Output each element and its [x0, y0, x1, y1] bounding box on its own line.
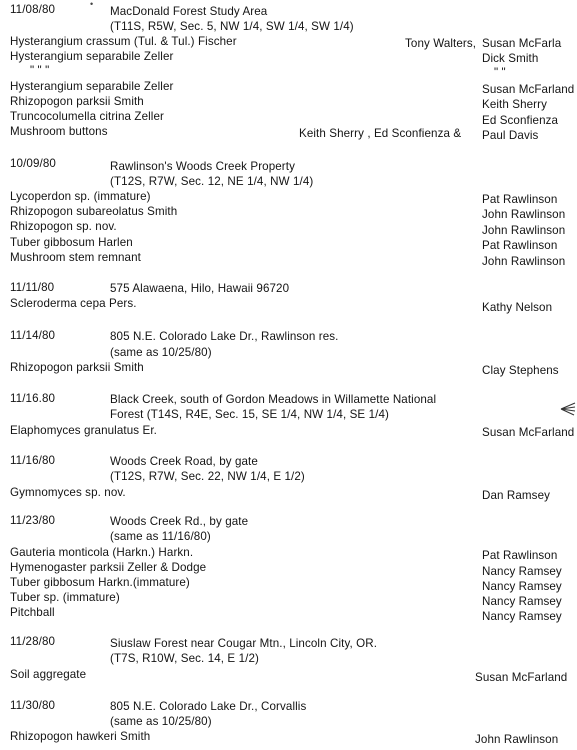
specimen-collector: Pat Rawlinson: [482, 549, 558, 562]
entry-location-line: 805 N.E. Colorado Lake Dr., Corvallis: [110, 700, 307, 713]
entry-location-line: Siuslaw Forest near Cougar Mtn., Lincoln City, OR.: [110, 637, 378, 650]
specimen-collector: Pat Rawlinson: [482, 239, 558, 252]
specimen-collector: Susan McFarland: [482, 83, 575, 96]
entry-location-line: (T12S, R7W, Sec. 12, NE 1/4, NW 1/4): [110, 175, 314, 188]
specimen-collector: Nancy Ramsey: [482, 580, 562, 593]
ditto-marks: " " ": [30, 64, 50, 77]
entry-location-line: 805 N.E. Colorado Lake Dr., Rawlinson res.: [110, 330, 339, 343]
entry-location-line: 575 Alawaena, Hilo, Hawaii 96720: [110, 282, 290, 295]
specimen-name: Rhizopogon subareolatus Smith: [10, 205, 178, 218]
specimen-name: Mushroom buttons: [10, 125, 108, 138]
entry-location-line: (same as 10/25/80): [110, 715, 212, 728]
specimen-collector-extra: Keith Sherry , Ed Sconfienza &: [299, 127, 462, 140]
specimen-name: Rhizopogon parksii Smith: [10, 361, 144, 374]
specimen-name: Elaphomyces granulatus Er.: [10, 424, 157, 437]
specimen-name: Gauteria monticola (Harkn.) Harkn.: [10, 546, 194, 559]
entry-location-line: Rawlinson's Woods Creek Property: [110, 160, 295, 173]
specimen-collector: Paul Davis: [482, 129, 539, 142]
entry-date: 11/23/80: [10, 514, 56, 527]
specimen-collector: John Rawlinson: [482, 208, 566, 221]
specimen-name: Tuber sp. (immature): [10, 591, 120, 604]
specimen-name: Hysterangium crassum (Tul. & Tul.) Fischer: [10, 35, 237, 48]
entry-location-line: Forest (T14S, R4E, Sec. 15, SE 1/4, NW 1/4, SE 1/4): [110, 408, 389, 421]
specimen-name: Tuber gibbosum Harlen: [10, 236, 133, 249]
entry-location-line: Woods Creek Rd., by gate: [110, 515, 249, 528]
specimen-collector: Dan Ramsey: [482, 489, 551, 502]
specimen-collector: Nancy Ramsey: [482, 595, 562, 608]
entry-date: 10/09/80: [10, 157, 56, 170]
specimen-collector: Dick Smith: [482, 52, 539, 65]
specimen-collector: Susan McFarland: [482, 426, 575, 439]
specimen-name: Truncocolumella citrina Zeller: [10, 110, 164, 123]
entry-location-line: MacDonald Forest Study Area: [110, 5, 268, 18]
entry-location-line: (same as 11/16/80): [110, 530, 211, 543]
entry-location-line: Woods Creek Road, by gate: [110, 455, 258, 468]
entry-date: 11/11/80: [10, 281, 55, 294]
specimen-name: Rhizopogon hawkeri Smith: [10, 730, 151, 743]
specimen-name: Lycoperdon sp. (immature): [10, 190, 151, 203]
entry-date: 11/16.80: [10, 392, 56, 405]
entry-location-line: Black Creek, south of Gordon Meadows in Willamette National: [110, 393, 437, 406]
entry-date: 11/16/80: [10, 454, 56, 467]
specimen-name: Hymenogaster parksii Zeller & Dodge: [10, 561, 207, 574]
specimen-name: Hysterangium separabile Zeller: [10, 80, 174, 93]
specimen-name: Scleroderma cepa Pers.: [10, 297, 137, 310]
entry-date: 11/08/80: [10, 3, 56, 16]
specimen-name: Gymnomyces sp. nov.: [10, 486, 126, 499]
specimen-name: Mushroom stem remnant: [10, 251, 141, 264]
specimen-collector: Susan McFarland: [475, 671, 568, 684]
specimen-name: Rhizopogon sp. nov.: [10, 220, 117, 233]
specimen-collector: Nancy Ramsey: [482, 610, 562, 623]
specimen-name: Hysterangium separabile Zeller: [10, 50, 174, 63]
scan-mark: [560, 402, 576, 419]
specimen-name: Rhizopogon parksii Smith: [10, 95, 144, 108]
specimen-name: Soil aggregate: [10, 668, 87, 681]
entry-location-line: (T11S, R5W, Sec. 5, NW 1/4, SW 1/4, SW 1/4): [110, 20, 354, 33]
specimen-name: Tuber gibbosum Harkn.(immature): [10, 576, 190, 589]
specimen-collector: Nancy Ramsey: [482, 565, 562, 578]
specimen-collector: Pat Rawlinson: [482, 193, 558, 206]
specimen-collector-extra: Tony Walters,: [405, 37, 477, 50]
specimen-name: Pitchball: [10, 606, 55, 619]
specimen-collector: Ed Sconfienza: [482, 114, 559, 127]
specimen-collector: Susan McFarla: [482, 37, 562, 50]
entry-date: 11/30/80: [10, 699, 56, 712]
entry-location-line: (T12S, R7W, Sec. 22, NW 1/4, E 1/2): [110, 470, 305, 483]
specimen-collector: Keith Sherry: [482, 98, 547, 111]
entry-date: 11/28/80: [10, 635, 56, 648]
ditto-marks: " ": [494, 66, 506, 79]
scan-mark: •: [90, 0, 94, 9]
entry-location-line: (same as 10/25/80): [110, 346, 212, 359]
specimen-collector: John Rawlinson: [475, 733, 559, 746]
entry-location-line: (T7S, R10W, Sec. 14, E 1/2): [110, 652, 259, 665]
specimen-collector: Kathy Nelson: [482, 301, 553, 314]
specimen-collector: John Rawlinson: [482, 255, 566, 268]
entry-date: 11/14/80: [10, 329, 56, 342]
specimen-collector: John Rawlinson: [482, 224, 566, 237]
specimen-collector: Clay Stephens: [482, 364, 559, 377]
